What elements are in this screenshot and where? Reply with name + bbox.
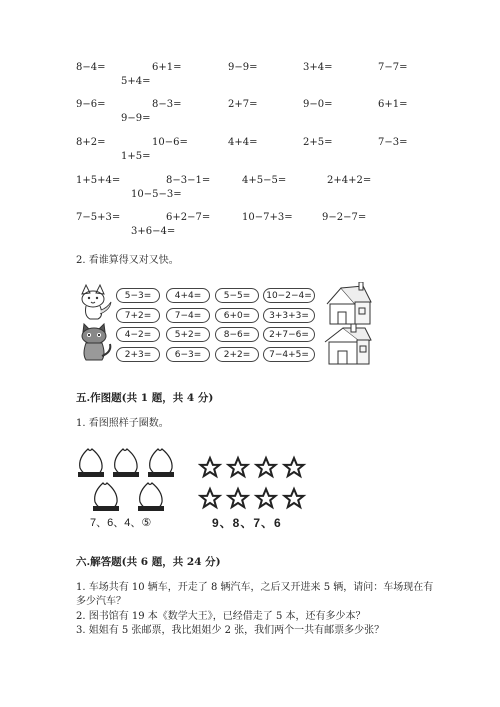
race-pill: 8−6= (215, 327, 259, 342)
equation: 3+6−4= (131, 226, 176, 237)
equation: 9−9= (121, 113, 151, 124)
equation: 4+4= (228, 137, 258, 148)
section-heading-drawing: 五.作图题(共 1 题，共 4 分) (76, 392, 214, 404)
equation: 5+4= (121, 76, 151, 87)
equation: 9−2−7= (322, 212, 367, 223)
race-pill: 7+2= (116, 308, 160, 323)
race-pill: 7−4= (166, 308, 210, 323)
question-text: 1. 车场共有 10 辆车，开走了 8 辆汽车，之后又开进来 5 辆，请问：车场现在有 (76, 582, 434, 593)
question-text: 1. 看图照样子圈数。 (76, 418, 169, 429)
peach-caption: 7、6、4、⑤ (90, 517, 152, 529)
race-pill: 4+4= (166, 288, 210, 303)
equation: 1+5= (121, 151, 151, 162)
equation: 10−5−3= (131, 189, 182, 200)
equation: 2+4+2= (327, 175, 372, 186)
question-text: 多少汽车？ (76, 596, 126, 607)
equation: 2+5= (303, 137, 333, 148)
equation: 6+1= (378, 99, 408, 110)
question-text: 2. 图书馆有 19 本《数学大王》，已经借走了 5 本，还有多少本？ (76, 611, 366, 622)
equation: 10−7+3= (242, 212, 293, 223)
equation: 8−3−1= (166, 175, 211, 186)
equation: 9−6= (76, 99, 106, 110)
race-pill: 6−3= (166, 347, 210, 362)
equation: 7−7= (378, 62, 408, 73)
equation: 6+1= (152, 62, 182, 73)
equation: 6+2−7= (166, 212, 211, 223)
equation: 10−6= (152, 137, 188, 148)
race-pill: 5−3= (116, 288, 160, 303)
race-pill: 5−5= (215, 288, 259, 303)
question-text: 3. 姐姐有 5 张邮票，我比姐姐少 2 张，我们两个一共有邮票多少张？ (76, 625, 385, 636)
race-pill: 6+0= (215, 308, 259, 323)
house-icon (323, 324, 373, 366)
equation: 7−5+3= (76, 212, 121, 223)
equation: 8−3= (152, 99, 182, 110)
section-title-calculation-race: 2. 看谁算得又对又快。 (76, 255, 179, 266)
equation: 9−0= (303, 99, 333, 110)
race-pill: 5+2= (166, 327, 210, 342)
race-pill: 4−2= (116, 327, 160, 342)
race-pill: 2+2= (215, 347, 259, 362)
race-pill: 2+7−6= (263, 327, 315, 342)
peach-group (76, 446, 186, 516)
race-pill: 3+3+3= (263, 308, 315, 323)
section-heading-word-problems: 六.解答题(共 6 题，共 24 分) (76, 556, 221, 568)
equation: 8−4= (76, 62, 106, 73)
star-caption: 9、8、7、6 (212, 516, 282, 530)
race-pill: 2+3= (116, 347, 160, 362)
equation: 1+5+4= (76, 175, 121, 186)
equation: 9−9= (228, 62, 258, 73)
equation: 7−3= (378, 137, 408, 148)
equation: 2+7= (228, 99, 258, 110)
star-group (198, 455, 310, 513)
house-icon (323, 282, 373, 326)
equation: 8+2= (76, 137, 106, 148)
race-pill: 10−2−4= (263, 288, 315, 303)
race-pill: 7−4+5= (263, 347, 315, 362)
equation: 3+4= (303, 62, 333, 73)
fox-icon (74, 282, 114, 322)
cat-icon (74, 322, 114, 364)
equation: 4+5−5= (242, 175, 287, 186)
